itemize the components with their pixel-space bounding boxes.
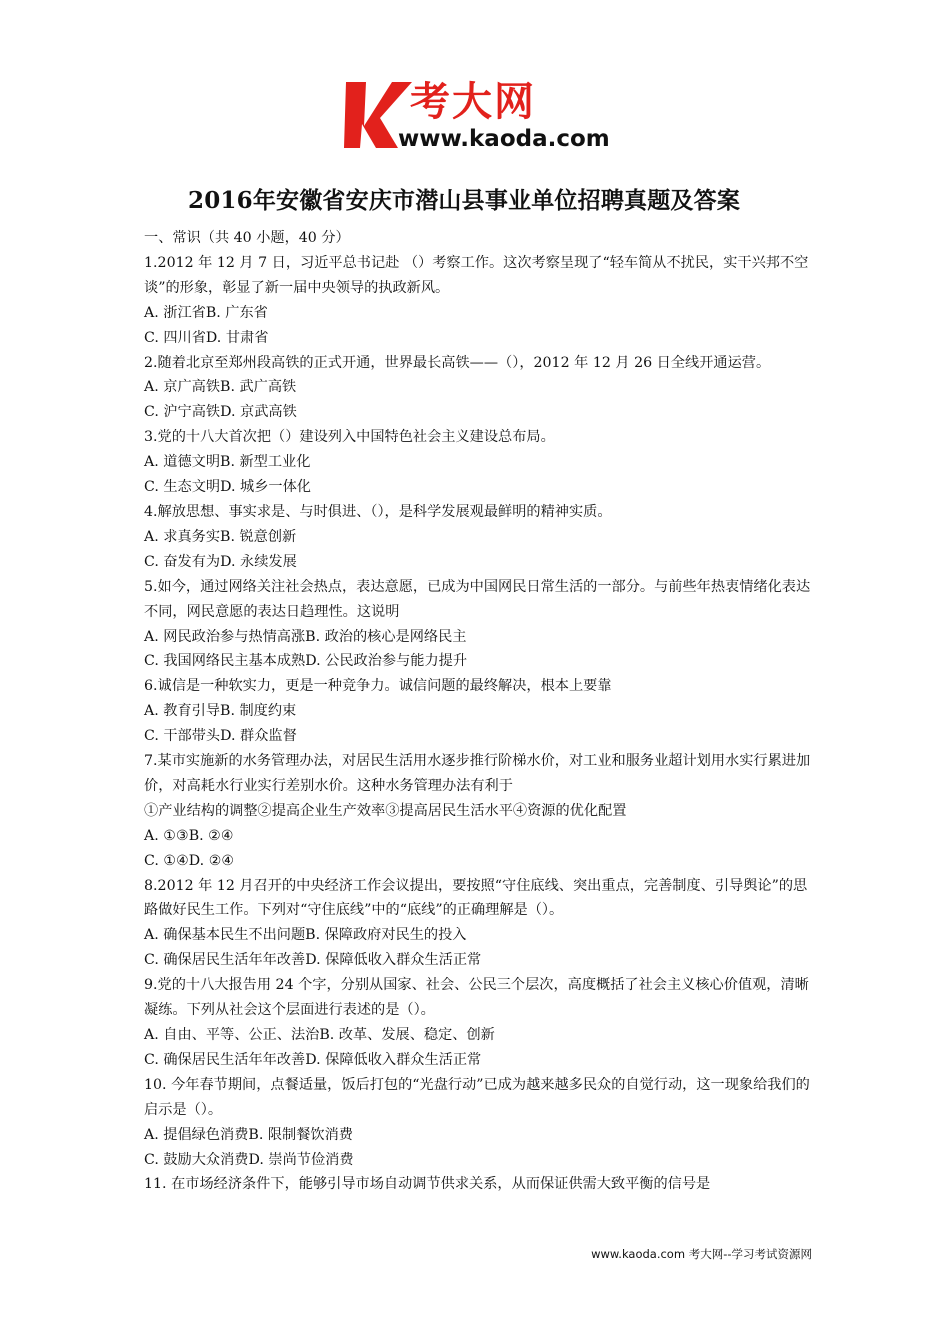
options-9ab: A. 自由、平等、公正、法治B. 改革、发展、稳定、创新 (144, 1027, 495, 1043)
options-8ab: A. 确保基本民生不出问题B. 保障政府对民生的投入 (144, 927, 467, 944)
kaoda-logo (340, 78, 660, 160)
options-10cd: C. 鼓励大众消费D. 崇尚节俭消费 (144, 1151, 354, 1168)
section-heading: 一、常识（共 40 小题，40 分） (144, 230, 350, 246)
question-1: 1.2012 年 12 月 7 日，习近平总书记赴 （）考察工作。这次考察呈现了“轻车简从不扰民，实干兴邦不空谈”的形象，彰显了新一届中央领导的执政新风。 (144, 254, 809, 296)
options-8cd: C. 确保居民生活年年改善D. 保障低收入群众生活正常 (144, 952, 482, 969)
options-7cd: C. ①④D. ②④ (144, 852, 235, 869)
page-footer: www.kaoda.com 考大网--学习考试资源网 (591, 1247, 812, 1261)
question-6: 6.诚信是一种软实力，更是一种竞争力。诚信问题的最终解决，根本上要靠 (144, 678, 612, 695)
options-2cd: C. 沪宁高铁D. 京武高铁 (144, 404, 297, 421)
options-3ab: A. 道德文明B. 新型工业化 (144, 454, 311, 471)
question-7: 7.某市实施新的水务管理办法，对居民生活用水逐步推行阶梯水价，对工业和服务业超计划用水实行累进加价，对高耗水行业实行差别水价。这种水务管理办法有利于 (144, 753, 811, 794)
options-6cd: C. 干部带头D. 群众监督 (144, 728, 297, 745)
options-1ab: A. 浙江省B. 广东省 (144, 304, 268, 321)
options-1cd: C. 四川省D. 甘肃省 (144, 329, 269, 346)
question-11: 11. 在市场经济条件下，能够引导市场自动调节供求关系，从而保证供需大致平衡的信号是 (144, 1176, 711, 1193)
options-4ab: A. 求真务实B. 锐意创新 (144, 528, 297, 545)
logo-url: www.kaoda.com (398, 126, 610, 152)
exam-content (144, 226, 816, 1197)
options-5ab: A. 网民政治参与热情高涨B. 政治的核心是网络民主 (144, 628, 467, 645)
question-8: 8.2012 年 12 月召开的中央经济工作会议提出，要按照“守住底线、突出重点，完善制度、引导舆论”的思路做好民生工作。下列对“守住底线”中的“底线”的正确理解是（）。 (144, 877, 808, 919)
question-10: 10. 今年春节期间，点餐适量，饭后打包的“光盘行动”已成为越来越多民众的自觉行动，这一现象给我们的启示是（）。 (144, 1076, 810, 1118)
options-5cd: C. 我国网络民主基本成熟D. 公民政治参与能力提升 (144, 653, 468, 670)
options-6ab: A. 教育引导B. 制度约束 (144, 703, 297, 720)
logo-name: 考大网 (410, 79, 536, 125)
options-7ab: A. ①③B. ②④ (144, 827, 234, 844)
options-2ab: A. 京广高铁B. 武广高铁 (144, 379, 297, 396)
options-4cd: C. 奋发有为D. 永续发展 (144, 553, 297, 570)
question-2: 2.随着北京至郑州段高铁的正式开通，世界最长高铁——（），2012 年 12 月 26 日全线开通运营。 (144, 354, 771, 371)
options-10ab: A. 提倡绿色消费B. 限制餐饮消费 (144, 1126, 353, 1143)
options-3cd: C. 生态文明D. 城乡一体化 (144, 479, 311, 496)
page-title: 2016年安徽省安庆市潜山县事业单位招聘真题及答案 (188, 187, 741, 214)
options-9cd: C. 确保居民生活年年改善D. 保障低收入群众生活正常 (144, 1051, 482, 1068)
question-9: 9.党的十八大报告用 24 个字，分别从国家、社会、公民三个层次，高度概括了社会主义核心价值观，清晰凝练。下列从社会这个层面进行表述的是（）。 (144, 977, 809, 1019)
question-5: 5.如今，通过网络关注社会热点，表达意愿，已成为中国网民日常生活的一部分。与前些年热衷情绪化表达不同，网民意愿的表达日趋理性。这说明 (144, 578, 811, 620)
question-7-items: ①产业结构的调整②提高企业生产效率③提高居民生活水平④资源的优化配置 (144, 802, 627, 819)
question-4: 4.解放思想、事实求是、与时俱进、（），是科学发展观最鲜明的精神实质。 (144, 503, 612, 520)
question-3: 3.党的十八大首次把（）建设列入中国特色社会主义建设总布局。 (144, 429, 555, 446)
